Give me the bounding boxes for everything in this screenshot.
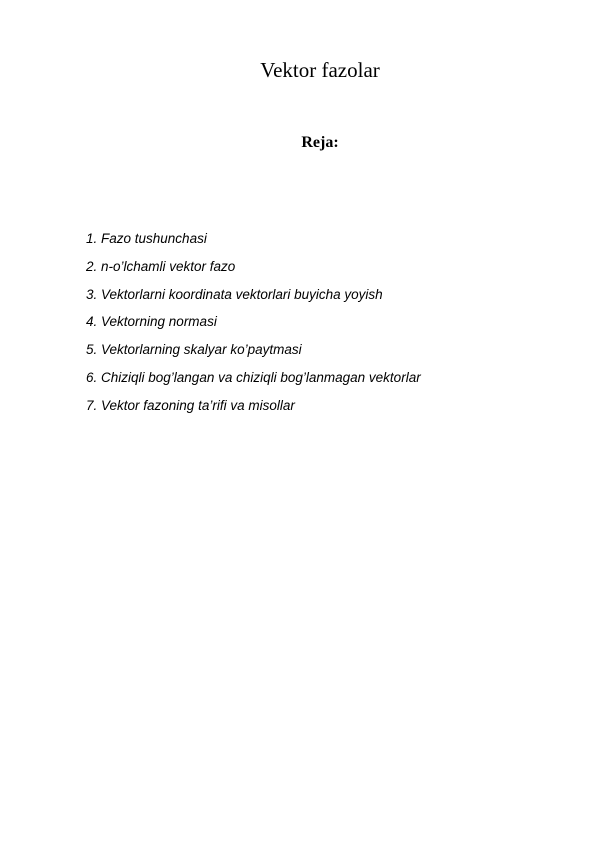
plan-item: 4. Vektorning normasi — [86, 314, 217, 330]
plan-item: 2. n-o’lchamli vektor fazo — [86, 258, 236, 274]
plan-item: 7. Vektor fazoning ta’rifi va misollar — [86, 397, 295, 413]
plan-heading: Reja: — [301, 134, 339, 151]
plan-item: 3. Vektorlarni koordinata vektorlari buyicha yoyish — [86, 286, 383, 302]
plan-item: 1. Fazo tushunchasi — [86, 231, 207, 246]
plan-item: 5. Vektorlarning skalyar ko’paytmasi — [86, 342, 302, 358]
document-title: Vektor fazolar — [260, 58, 380, 82]
plan-list — [86, 229, 421, 424]
plan-item: 6. Chiziqli bog’langan va chiziqli bog’lanmagan vektorlar — [86, 369, 421, 385]
